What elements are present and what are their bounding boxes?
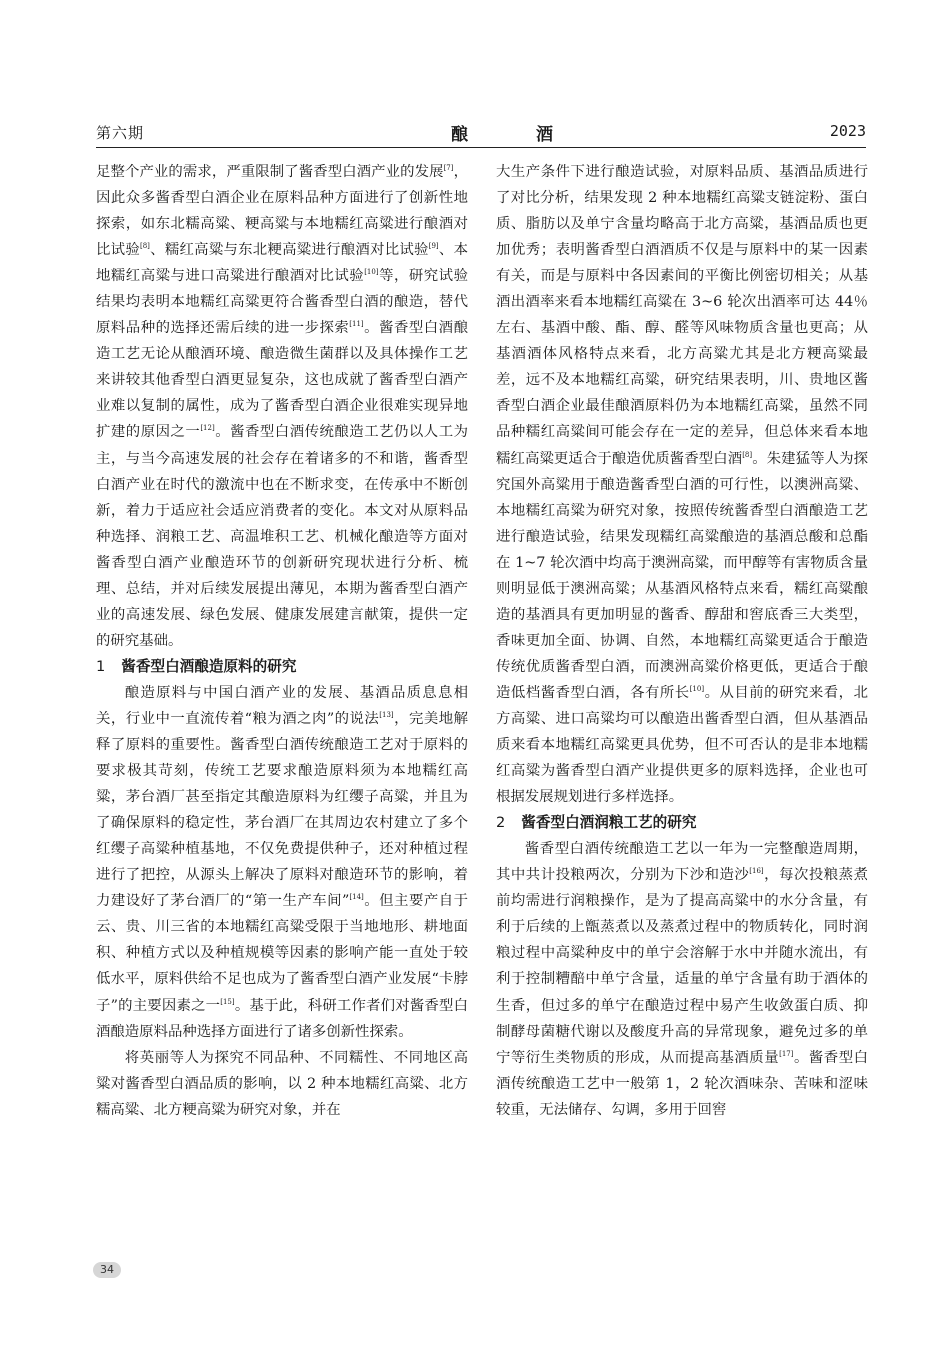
citation[interactable]: [10]	[364, 268, 379, 277]
citation[interactable]: [14]	[349, 893, 364, 902]
paragraph: 大生产条件下进行酿造试验，对原料品质、基酒品质进行了对比分析，结果发现 2 种本地糯红高粱支链淀粉、蛋白质、脂肪以及单宁含量均略高于北方高粱，基酒品质也更加优秀；表明酱香型白酒酒质不仅是与原料中的某一因素有关，而是与原料中各因素间的平衡比例密切相关；从基酒出酒率来看本地糯红高粱在 3~6 轮次出酒率可达 44％左右、基酒中酸、酯、醇、醛等风味物质含量也更高；从基酒酒体风格特点来看，北方高粱尤其是北方粳高粱最差，远不及本地糯红高粱，研究结果表明，川、贵地区酱香型白酒企业最佳酿酒原料仍为本地糯红高粱，虽然不同品种糯红高粱间可能会存在一定的差异，但总体来看本地糯红高粱更适合于酿造优质酱香型白酒[8]。朱建猛等人为探究国外高粱用于酿造酱香型白酒的可行性，以澳洲高粱、本地糯红高粱为研究对象，按照传统酱香型白酒酿造工艺进行酿造试验，结果发现糯红高粱酿造的基酒总酸和总酯在 1~7 轮次酒中均高于澳洲高粱，而甲醇等有害物质含量则明显低于澳洲高粱；从基酒风格特点来看，糯红高粱酿造的基酒具有更加明显的酱香、醇甜和窖底香三大类型，香味更加全面、协调、自然，本地糯红高粱更适合于酿造传统优质酱香型白酒，而澳洲高粱价格更低，更适合于酿造低档酱香型白酒，各有所长[10]。从目前的研究来看，北方高粱、进口高粱均可以酿造出酱香型白酒，但从基酒品质来看本地糯红高粱更具优势，但不可否认的是非本地糯红高粱为酱香型白酒产业提供更多的原料选择，企业也可根据发展规划进行多样选择。	[496, 164, 868, 806]
citation[interactable]: [16]	[749, 867, 764, 876]
citation[interactable]: [9]	[428, 242, 439, 251]
citation[interactable]: [15]	[220, 997, 235, 1006]
right-column	[496, 159, 868, 1123]
left-column	[96, 159, 468, 1123]
issue-label: 第六期	[96, 124, 145, 142]
running-header	[96, 122, 866, 148]
citation[interactable]: [10]	[689, 684, 705, 693]
citation[interactable]: [11]	[349, 320, 364, 329]
paragraph: 酿造原料与中国白酒产业的发展、基酒品质息息相关，行业中一直流传着“粮为酒之肉”的说法[13]，完美地解释了原料的重要性。酱香型白酒传统酿造工艺对于原料的要求极其苛刻，传统工艺要求酿造原料须为本地糯红高粱，茅台酒厂甚至指定其酿造原料为红缨子高粱，并且为了确保原料的稳定性，茅台酒厂在其周边农村建立了多个红缨子高粱种植基地，不仅免费提供种子，还对种植过程进行了把控，从源头上解决了原料对酿造环节的影响，着力建设好了茅台酒厂的“第一生产车间”[14]。但主要产自于云、贵、川三省的本地糯红高粱受限于当地地形、耕地面积、种植方式以及种植规模等因素的影响产能一直处于较低水平，原料供给不足也成为了酱香型白酒产业发展“卡脖子”的主要因素之一[15]。基于此，科研工作者们对酱香型白酒酿造原料品种选择方面进行了诸多创新性探索。	[96, 684, 468, 1040]
journal-title: 酿酒	[451, 125, 621, 145]
citation[interactable]: [7]	[443, 164, 454, 172]
section-heading-1: 1 酱香型白酒酿造原料的研究	[96, 657, 297, 675]
citation[interactable]: [8]	[139, 242, 150, 251]
citation[interactable]: [12]	[200, 424, 215, 433]
paragraph: 酱香型白酒传统酿造工艺以一年为一完整酿造周期，其中共计投粮两次，分别为下沙和造沙[16]，每次投粮蒸煮前均需进行润粮操作，是为了提高高粱中的水分含量，有利于后续的上甑蒸煮以及蒸煮过程中的物质转化，同时润粮过程中高粱种皮中的单宁会溶解于水中并随水流出，有利于控制糟醅中单宁含量，适量的单宁含量有助于酒体的生香，但过多的单宁在酿造过程中易产生收敛蛋白质、抑制酵母菌糖代谢以及酸度升高的异常现象，避免过多的单宁等衍生类物质的形成，从而提高基酒质量[17]。酱香型白酒传统酿造工艺中一般第 1，2 轮次酒味杂、苦味和涩味较重，无法储存、勾调，多用于回窖	[496, 841, 868, 1118]
citation[interactable]: [8]	[742, 450, 753, 459]
section-heading-2: 2 酱香型白酒润粮工艺的研究	[496, 814, 697, 832]
citation[interactable]: [13]	[379, 710, 394, 719]
paragraph: 足整个产业的需求，严重限制了酱香型白酒产业的发展[7]，因此众多酱香型白酒企业在原料品种方面进行了创新性地探索，如东北糯高粱、粳高粱与本地糯红高粱进行酿酒对比试验[8]、糯红高粱与东北粳高粱进行酿酒对比试验[9]、本地糯红高粱与进口高粱进行酿酒对比试验[10]等，研究试验结果均表明本地糯红高粱更符合酱香型白酒的酿造，替代原料品种的选择还需后续的进一步探索[11]。酱香型白酒酿造工艺无论从酿酒环境、酿造微生菌群以及具体操作工艺来讲较其他香型白酒更显复杂，这也成就了酱香型白酒产业难以复制的属性，成为了酱香型白酒企业很难实现异地扩建的原因之一[12]。酱香型白酒传统酿造工艺仍以人工为主，与当今高速发展的社会存在着诸多的不和谐，酱香型白酒产业在时代的激流中也在不断求变，在传承中不断创新，着力于适应社会适应消费者的变化。本文对从原料品种选择、润粮工艺、高温堆积工艺、机械化酿造等方面对酱香型白酒产业酿造环节的创新研究现状进行分析、梳理、总结，并对后续发展提出薄见，本期为酱香型白酒产业的高速发展、绿色发展、健康发展建言献策，提供一定的研究基础。	[96, 164, 468, 649]
citation[interactable]: [17]	[779, 1049, 794, 1058]
header-rule	[96, 147, 866, 148]
page-number: 34	[93, 1262, 121, 1278]
paragraph: 将英丽等人为探究不同品种、不同糯性、不同地区高粱对酱香型白酒品质的影响，以 2 种本地糯红高粱、北方糯高粱、北方粳高粱为研究对象，并在	[96, 1049, 468, 1118]
year-label: 2023	[829, 122, 866, 140]
